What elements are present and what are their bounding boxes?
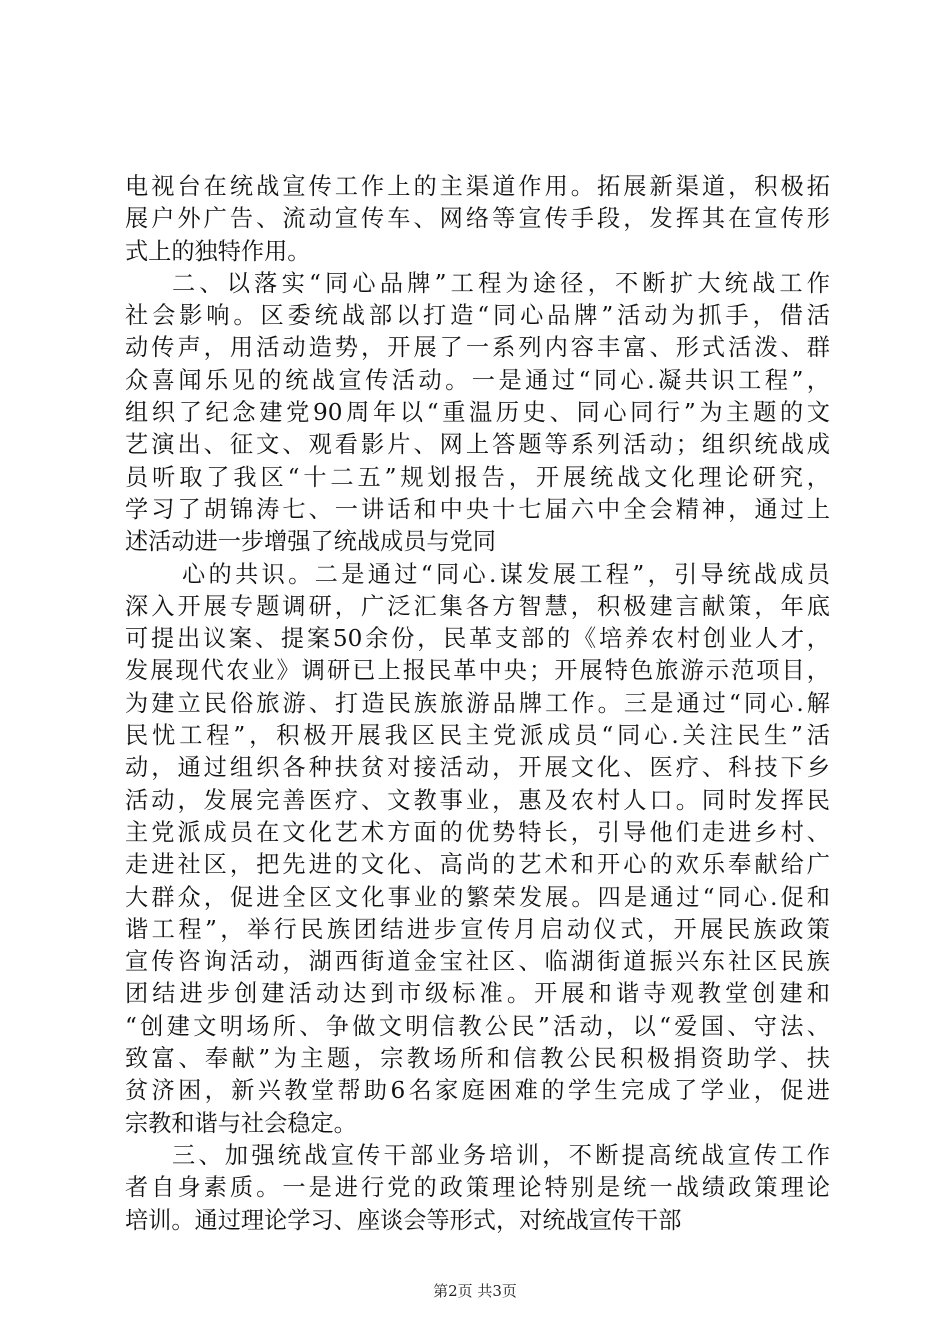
text-line: 者自身素质。一是进行党的政策理论特别是统一战绩政策理论: [125, 1174, 830, 1202]
text-line: 社会影响。区委统战部以打造“同心品牌”活动为抓手，借活: [125, 302, 830, 330]
text-line: 宗教和谐与社会稳定。: [125, 1109, 357, 1137]
text-line: 式上的独特作用。: [125, 237, 311, 265]
text-line: 为建立民俗旅游、打造民族旅游品牌工作。三是通过“同心.解: [125, 689, 830, 717]
text-line: 学习了胡锦涛七、一讲话和中央十七届六中全会精神，通过上: [125, 495, 830, 523]
text-line: 宣传咨询活动，湖西街道金宝社区、临湖街道振兴东社区民族: [125, 948, 830, 976]
text-line: 谐工程”，举行民族团结进步宣传月启动仪式，开展民族政策: [125, 915, 830, 943]
text-line: 培训。通过理论学习、座谈会等形式，对统战宣传干部: [125, 1206, 682, 1234]
text-line: 走进社区，把先进的文化、高尚的艺术和开心的欢乐奉献给广: [125, 851, 830, 879]
text-line: 二、以落实“同心品牌”工程为途径，不断扩大统战工作: [172, 269, 830, 297]
text-line: 发展现代农业》调研已上报民革中央；开展特色旅游示范项目，: [125, 657, 830, 685]
text-line: 电视台在统战宣传工作上的主渠道作用。拓展新渠道，积极拓: [125, 173, 830, 200]
text-line: 艺演出、征文、观看影片、网上答题等系列活动；组织统战成: [125, 431, 830, 459]
text-line: 述活动进一步增强了统战成员与党同: [125, 528, 496, 556]
text-line: 团结进步创建活动达到市级标准。开展和谐寺观教堂创建和: [125, 980, 830, 1008]
text-line: 深入开展专题调研，广泛汇集各方智慧，积极建言献策，年底: [125, 592, 830, 620]
text-line: 大群众，促进全区文化事业的繁荣发展。四是通过“同心.促和: [125, 883, 830, 911]
text-line: 致富、奉献”为主题，宗教场所和信教公民积极捐资助学、扶: [125, 1045, 830, 1073]
page-number-footer: 第2页 共3页: [433, 1282, 517, 1300]
text-line: 可提出议案、提案50余份，民革支部的《培养农村创业人才，: [125, 625, 830, 653]
text-line: 动传声，用活动造势，开展了一系列内容丰富、形式活泼、群: [125, 334, 830, 362]
text-line: 贫济困，新兴教堂帮助6名家庭困难的学生完成了学业，促进: [125, 1077, 830, 1105]
text-line: “创建文明场所、争做文明信教公民”活动，以“爱国、守法、: [125, 1012, 830, 1040]
text-line: 组织了纪念建党90周年以“重温历史、同心同行”为主题的文: [125, 399, 830, 427]
text-line: 活动，发展完善医疗、文教事业，惠及农村人口。同时发挥民: [125, 786, 830, 814]
text-line: 员听取了我区“十二五”规划报告，开展统战文化理论研究，: [125, 463, 830, 491]
text-line: 三、加强统战宣传干部业务培训，不断提高统战宣传工作: [172, 1141, 830, 1169]
text-line: 民忧工程”，积极开展我区民主党派成员“同心.关注民生”活: [125, 722, 830, 750]
text-line: 展户外广告、流动宣传车、网络等宣传手段，发挥其在宣传形: [125, 205, 830, 233]
document-body: [125, 171, 830, 1237]
text-line: 心的共识。二是通过“同心.谋发展工程”，引导统战成员: [182, 560, 830, 588]
text-line: 众喜闻乐见的统战宣传活动。一是通过“同心.凝共识工程”，: [125, 366, 830, 394]
text-line: 主党派成员在文化艺术方面的优势特长，引导他们走进乡村、: [125, 818, 830, 846]
text-line: 动，通过组织各种扶贫对接活动，开展文化、医疗、科技下乡: [125, 754, 830, 782]
